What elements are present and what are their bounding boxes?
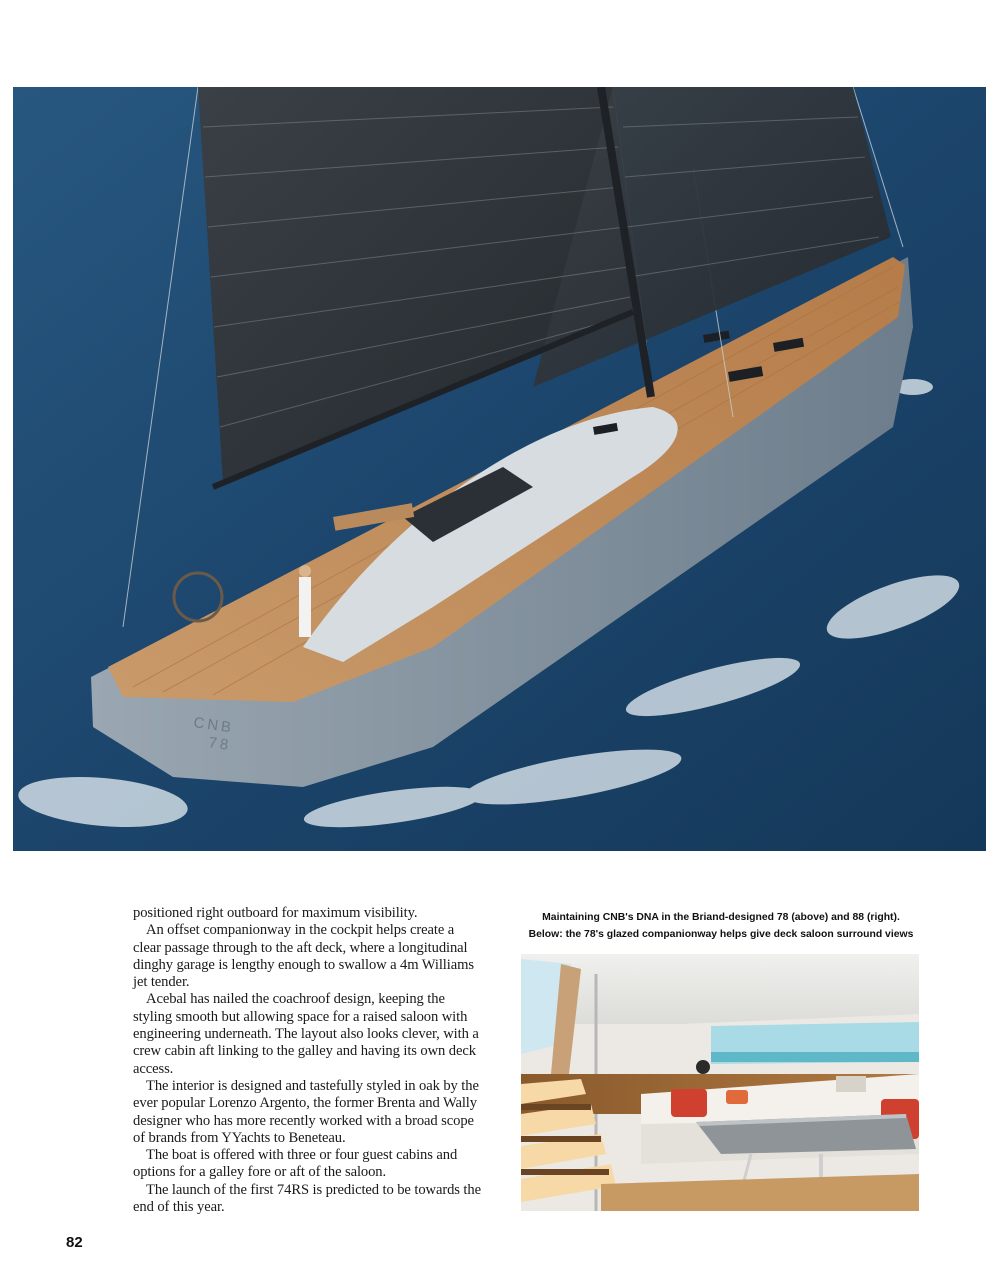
page-number: 82 <box>66 1234 83 1251</box>
hull-name-text: CNB <box>192 714 236 737</box>
body-paragraph: positioned right outboard for maximum visibility. <box>133 905 418 921</box>
body-paragraph: An offset companionway in the cockpit helps create a clear passage through to the aft deck, where a longitudinal dinghy garage is lengthy enough to swallow a 4m Williams jet tender. <box>133 922 474 991</box>
photo-caption <box>520 909 922 943</box>
body-paragraph: The launch of the first 74RS is predicted to be towards the end of this year. <box>133 1181 481 1216</box>
caption-line: Below: the 78's glazed companionway helps give deck saloon surround views <box>528 929 914 940</box>
caption-line: Maintaining CNB's DNA in the Briand-designed 78 (above) and 88 (right). <box>542 912 900 923</box>
body-paragraph: Acebal has nailed the coachroof design, keeping the styling smooth but allowing space for a raised saloon with engineering underneath. The layout also looks clever, with a crew cabin aft linking to the galley and having its own deck access. <box>133 991 479 1077</box>
article-body <box>133 905 485 1216</box>
interior-saloon-image <box>521 954 919 1211</box>
hull-number-text: 78 <box>207 734 233 755</box>
body-paragraph: The boat is offered with three or four guest cabins and options for a galley fore or aft of the saloon. <box>133 1147 458 1181</box>
body-paragraph: The interior is designed and tastefully styled in oak by the ever popular Lorenzo Argento, the former Brenta and Wally designer who has more recently worked with a broad scope of brands from YYachts to Beneteau. <box>133 1077 479 1146</box>
hero-yacht-image <box>13 87 986 851</box>
